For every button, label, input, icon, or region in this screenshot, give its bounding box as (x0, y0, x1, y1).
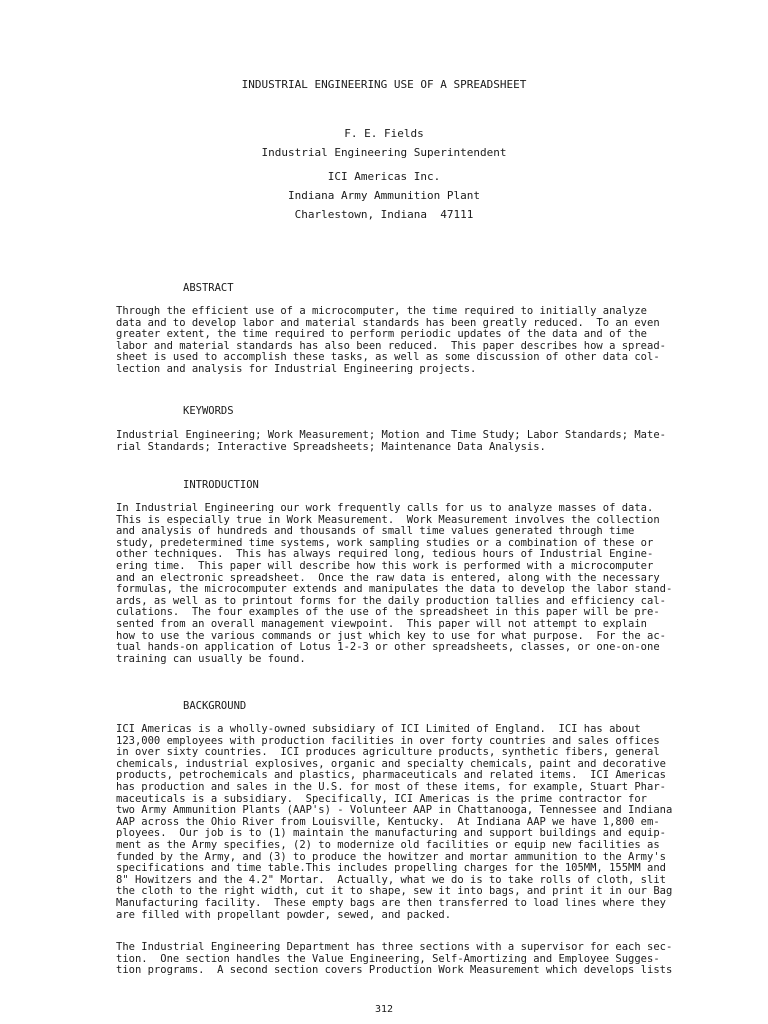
background-heading: BACKGROUND (183, 700, 247, 712)
text-line: are filled with propellant powder, sewed, and packed. (116, 908, 452, 921)
text-line: ards, as well as to printout forms for the daily production tallies and efficiency cal- (116, 594, 666, 607)
text-line: Industrial Engineering; Work Measurement; Motion and Time Study; Labor Standards; Mate- (116, 429, 666, 441)
text-line: products, petrochemicals and plastics, pharmaceuticals and related items. ICI Americas (116, 769, 666, 782)
text-line: sented from an overall management viewpoint. This paper will not attempt to explain (116, 617, 648, 630)
text-line: has production and sales in the U.S. for most of these items, for example, Stuart Phar- (116, 780, 666, 793)
text-line: other techniques. This has always required long, tedious hours of Industrial Engine- (116, 548, 654, 561)
introduction-paragraph (116, 502, 673, 665)
abstract-heading: ABSTRACT (183, 282, 234, 294)
text-line: training can usually be found. (116, 652, 306, 665)
text-line: greater extent, the time required to perform periodic updates of the data and of the (116, 328, 648, 341)
text-line: 8" Howitzers and the 4.2" Mortar. Actually, what we do is to take rolls of cloth, slit (116, 873, 666, 886)
text-line: tion. One section handles the Value Engineering, Self-Amortizing and Employee Sugges- (116, 952, 660, 965)
background-paragraph-2 (116, 941, 673, 977)
author-location: Charlestown, Indiana 47111 (294, 208, 474, 221)
text-line: tion programs. A second section covers Production Work Measurement which develops lists (116, 964, 673, 977)
text-line: the cloth to the right width, cut it to shape, sew it into bags, and print it in our Bag (116, 885, 673, 898)
text-line: funded by the Army, and (3) to produce the howitzer and mortar ammunition to the Army's (116, 850, 666, 863)
author-name: F. E. Fields (344, 127, 424, 140)
page-number: 312 (374, 1004, 394, 1015)
text-line: AAP across the Ohio River from Louisville, Kentucky. At Indiana AAP we have 1,800 em- (116, 815, 660, 828)
text-line: chemicals, industrial explosives, organic and specialty chemicals, paint and decorative (116, 757, 666, 770)
text-line: Through the efficient use of a microcomputer, the time required to initially analyze (116, 305, 648, 317)
text-line: in over sixty countries. ICI produces agriculture products, synthetic fibers, general (116, 746, 660, 759)
introduction-heading: INTRODUCTION (183, 479, 259, 491)
keywords-heading: KEYWORDS (183, 405, 234, 417)
text-line: maceuticals is a subsidiary. Specifically, ICI Americas is the prime contractor for (116, 792, 648, 805)
text-line: culations. The four examples of the use of the spreadsheet in this paper will be pre- (116, 606, 660, 619)
text-line: ICI Americas is a wholly-owned subsidiary of ICI Limited of England. ICI has about (116, 723, 641, 735)
text-line: and analysis of hundreds and thousands of small time values generated through time (116, 525, 635, 538)
text-line: how to use the various commands or just which key to use for what purpose. For the ac- (116, 629, 666, 642)
text-line: In Industrial Engineering our work frequently calls for us to analyze masses of data. (116, 502, 654, 514)
text-line: ment as the Army specifies, (2) to modernize old facilities or equip new facilities as (116, 838, 660, 851)
text-line: study, predetermined time systems, work sampling studies or a combination of these or (116, 536, 654, 549)
paper-title: INDUSTRIAL ENGINEERING USE OF A SPREADSHEET (241, 78, 527, 91)
text-line: sheet is used to accomplish these tasks, as well as some discussion of other data col- (116, 351, 660, 364)
author-organization: ICI Americas Inc. (327, 170, 441, 183)
text-line: specifications and time table.This includes propelling charges for the 105MM, 155MM and (116, 862, 666, 875)
text-line: labor and material standards has also been reduced. This paper describes how a spread- (116, 339, 666, 352)
text-line: tual hands-on application of Lotus 1-2-3 or other spreadsheets, classes, or one-on-one (116, 641, 660, 654)
author-position: Industrial Engineering Superintendent (261, 146, 507, 159)
text-line: The Industrial Engineering Department has three sections with a supervisor for each sec- (116, 941, 673, 953)
text-line: two Army Ammunition Plants (AAP's) - Volunteer AAP in Chattanooga, Tennessee and Indiana (116, 804, 673, 817)
author-plant: Indiana Army Ammunition Plant (287, 189, 481, 202)
text-line: Manufacturing facility. These empty bags are then transferred to load lines where they (116, 896, 666, 909)
text-line: 123,000 employees with production facilities in over forty countries and sales offices (116, 734, 660, 747)
abstract-paragraph (116, 305, 666, 376)
keywords-paragraph (116, 429, 666, 453)
text-line: formulas, the microcomputer extends and manipulates the data to develop the labor stand- (116, 583, 673, 596)
text-line: ployees. Our job is to (1) maintain the manufacturing and support buildings and equip- (116, 827, 666, 840)
text-line: rial Standards; Interactive Spreadsheets; Maintenance Data Analysis. (116, 440, 546, 453)
text-line: This is especially true in Work Measurement. Work Measurement involves the collection (116, 513, 660, 526)
text-line: ering time. This paper will describe how this work is performed with a microcomputer (116, 559, 654, 572)
text-line: lection and analysis for Industrial Engineering projects. (116, 362, 477, 375)
background-paragraph-1 (116, 723, 673, 921)
text-line: data and to develop labor and material standards has been greatly reduced. To an even (116, 316, 660, 329)
text-line: and an electronic spreadsheet. Once the raw data is entered, along with the necessary (116, 571, 660, 584)
